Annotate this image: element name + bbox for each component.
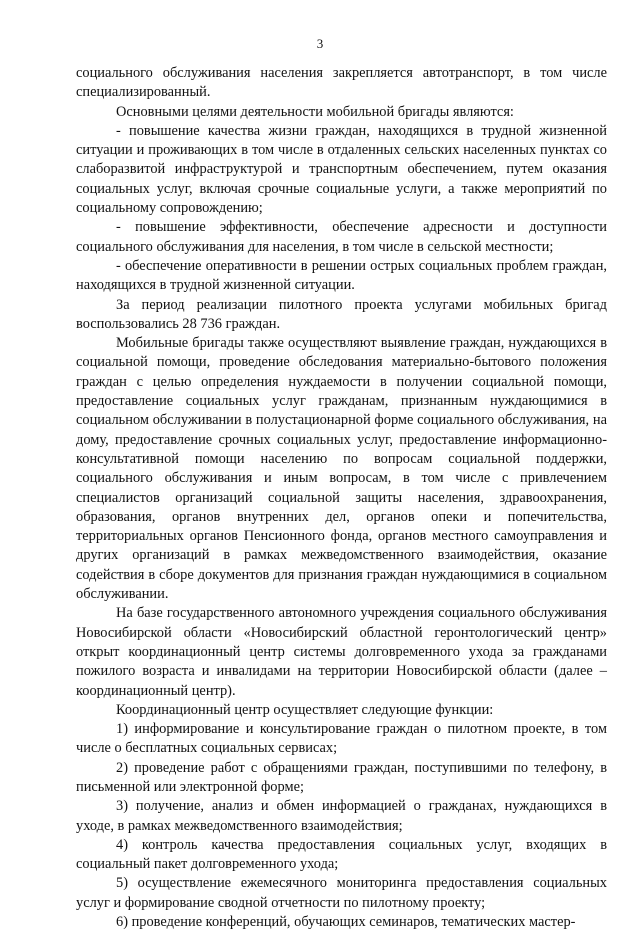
paragraph: Основными целями деятельности мобильной бригады являются: <box>116 103 514 120</box>
paragraph: На базе государственного автономного учреждения социального обслуживания Новосибирской области «Новосибирский областной геронтологический центр» открыт координационный центр системы долговременного ухода за гражданами пожилого возраста и инвалидами на территории Новосибирской области (далее – координационный центр). <box>76 605 607 699</box>
list-item: 6) проведение конференций, обучающих семинаров, тематических мастер- <box>116 914 576 931</box>
list-item: 2) проведение работ с обращениями граждан, поступившими по телефону, в письменной или электронной форме; <box>76 759 607 795</box>
list-item: 1) информирование и консультирование граждан о пилотном проекте, в том числе о бесплатных социальных сервисах; <box>76 721 607 757</box>
list-item: - обеспечение оперативности в решении острых социальных проблем граждан, находящихся в трудной жизненной ситуации. <box>76 257 607 294</box>
list-item: - повышение эффективности, обеспечение адресности и доступности социального обслуживания для населения, в том числе в сельской местности; <box>76 219 607 255</box>
paragraph: Мобильные бригады также осуществляют выявление граждан, нуждающихся в социальной помощи, проведение обследования материально-бытового положения граждан с целью определения нуждаемости в получении социальной помощи, предоставление социальных услуг гражданам, признанным нуждающимися в социальном обслуживании в полустационарной форме социального обслуживания, на дому, предоставление срочных социальных услуг, предоставление информационно-консультативной помощи населению по вопросам социальной поддержки, социального обслуживания и иным вопросам, в том числе с привлечением специалистов организаций социальной защиты населения, здравоохранения, образования, органов внутренних дел, органов опеки и попечительства, территориальных органов Пенсионного фонда, органов местного самоуправления и других организаций в рамках межведомственного взаимодействия, оказание содействия в сборе документов для признания граждан нуждающимися в социальном обслуживании. <box>76 335 607 603</box>
paragraph: За период реализации пилотного проекта услугами мобильных бригад воспользовались 28 736 граждан. <box>76 296 607 332</box>
list-item: 5) осуществление ежемесячного мониторинга предоставления социальных услуг и формирование сводной отчетности по пилотному проекту; <box>76 875 607 911</box>
list-item: 3) получение, анализ и обмен информацией о гражданах, нуждающихся в уходе, в рамках межведомственного взаимодействия; <box>76 798 607 834</box>
paragraph: Координационный центр осуществляет следующие функции: <box>116 701 494 718</box>
list-item: - повышение качества жизни граждан, находящихся в трудной жизненной ситуации и проживающих в том числе в отдаленных сельских населенных пунктах со слаборазвитой инфраструктурой и транспортным обеспечением, путем оказания социальных услуг, включая срочные социальные услуги, а также мероприятий по социальному сопровождению; <box>76 122 607 217</box>
page-number: 3 <box>316 36 324 51</box>
document-body <box>76 64 607 932</box>
list-item: 4) контроль качества предоставления социальных услуг, входящих в социальный пакет долговременного ухода; <box>76 836 607 873</box>
paragraph: социального обслуживания населения закрепляется автотранспорт, в том числе специализированный. <box>76 65 607 101</box>
